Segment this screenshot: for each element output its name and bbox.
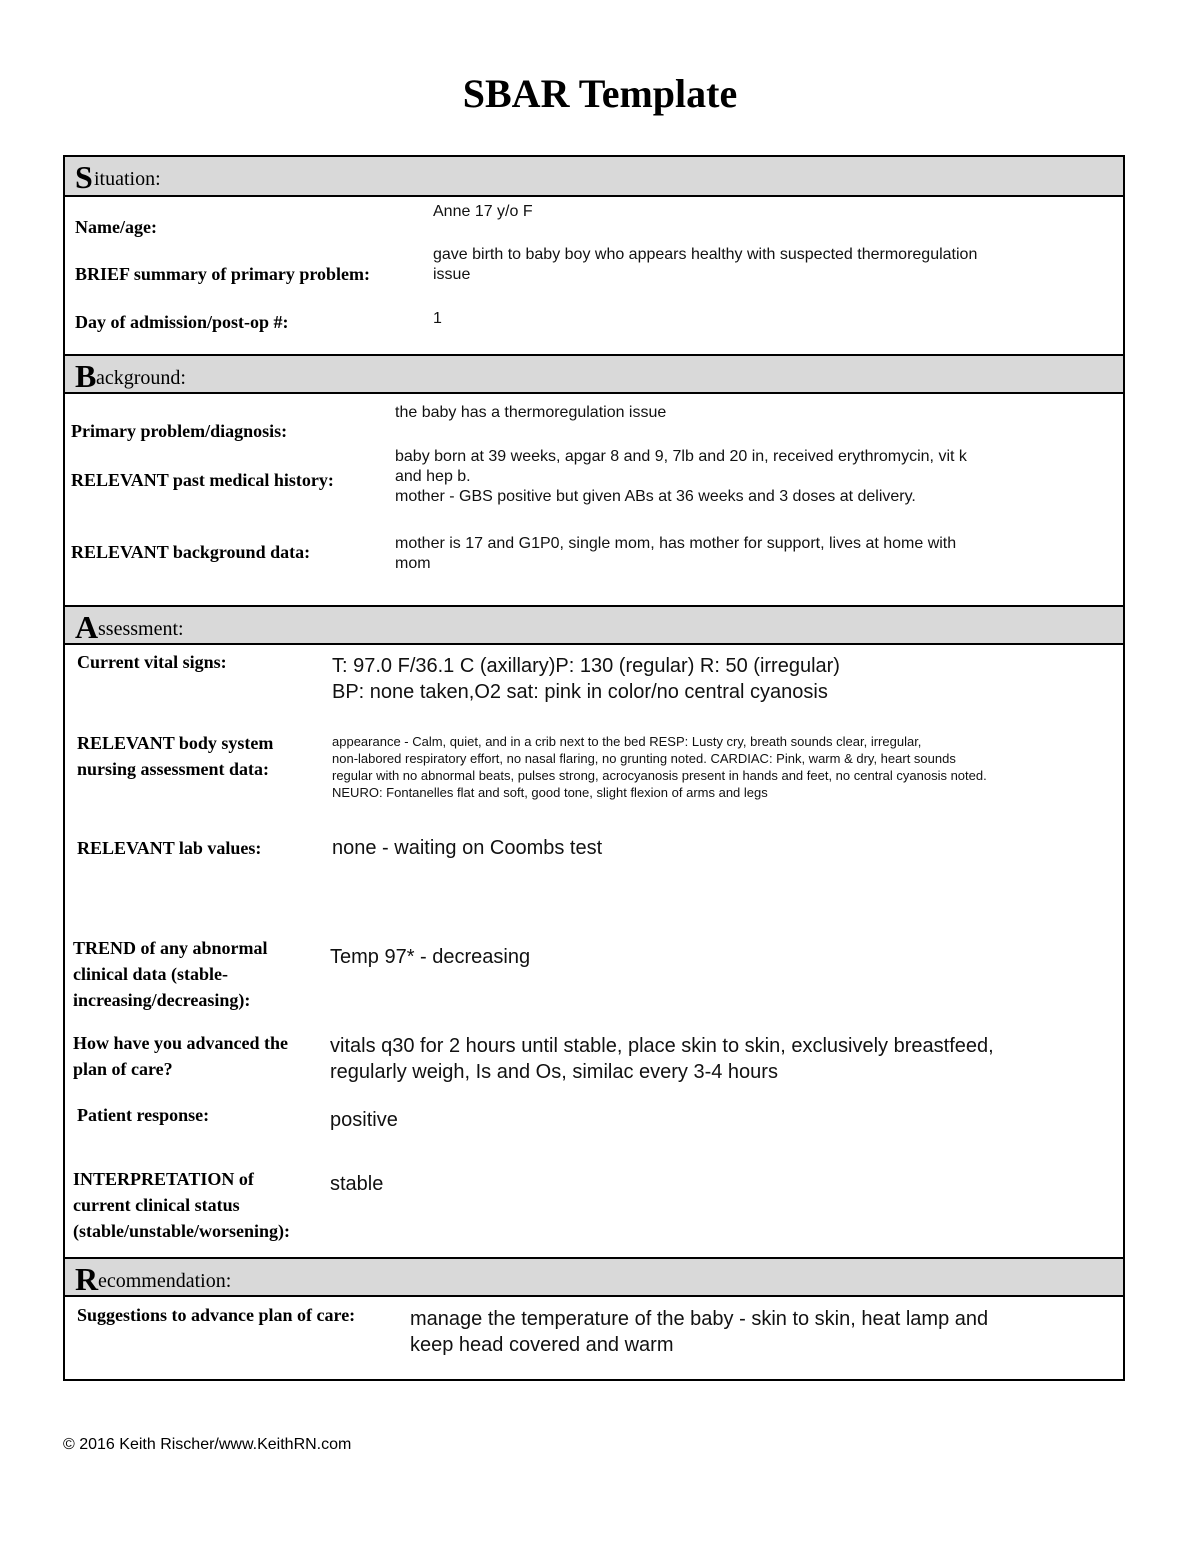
patient-response-label: Patient response: [77,1105,210,1125]
vitals-line: BP: none taken,O2 sat: pink in color/no central cyanosis [332,681,828,703]
background-header-cap: B [75,358,97,394]
trend-value: Temp 97* - decreasing [330,946,531,968]
interpretation-label-line: INTERPRETATION of [73,1169,254,1189]
vitals-line: T: 97.0 F/36.1 C (axillary)P: 130 (regular) R: 50 (irregular) [332,655,840,677]
summary-line: gave birth to baby boy who appears healthy with suspected thermoregulation [433,246,978,263]
page-title: SBAR Template [462,71,738,116]
summary-label: BRIEF summary of primary problem: [75,264,370,284]
suggestions-line: manage the temperature of the baby - skin to skin, heat lamp and [410,1308,989,1330]
body-system-line: appearance - Calm, quiet, and in a crib next to the bed RESP: Lusty cry, breath sounds clear, irregular, [332,734,922,749]
assessment-header [65,605,1123,645]
history-value [395,447,967,507]
plan-label-line: plan of care? [73,1059,173,1079]
vitals-value [332,653,840,705]
trend-label-line: TREND of any abnormal [73,938,268,958]
background-data-value [395,534,956,574]
interpretation-value: stable [330,1173,384,1195]
trend-label [73,935,268,1013]
background-data-line: mom [395,555,431,572]
name-age-label: Name/age: [75,217,157,237]
interpretation-label [73,1166,290,1244]
assessment-header-text: ssessment: [98,618,184,640]
copyright-footer: © 2016 Keith Rischer/www.KeithRN.com [63,1436,352,1453]
history-line: baby born at 39 weeks, apgar 8 and 9, 7lb and 20 in, received erythromycin, vit k [395,448,967,465]
body-system-line: regular with no abnormal beats, pulses strong, acrocyanosis present in hands and feet, no central cyanosis noted. [332,768,987,783]
body-system-value [332,733,987,801]
lab-values-value: none - waiting on Coombs test [332,837,603,859]
sbar-form [63,155,1125,1381]
history-line: mother - GBS positive but given ABs at 36 weeks and 3 doses at delivery. [395,488,916,505]
trend-label-line: clinical data (stable- [73,964,228,984]
name-age-value: Anne 17 y/o F [433,203,533,220]
recommendation-header-text: ecommendation: [98,1270,232,1292]
body-system-label [77,730,273,782]
day-value: 1 [433,310,442,327]
plan-line: vitals q30 for 2 hours until stable, place skin to skin, exclusively breastfeed, [330,1035,994,1057]
background-data-line: mother is 17 and G1P0, single mom, has mother for support, lives at home with [395,535,957,552]
body-system-label-line: RELEVANT body system [77,733,274,753]
summary-value [433,245,977,285]
plan-value [330,1033,994,1085]
situation-header [65,157,1123,197]
summary-line: issue [433,266,471,283]
history-label: RELEVANT past medical history: [71,470,334,490]
trend-label-line: increasing/decreasing): [73,990,251,1010]
recommendation-header-cap: R [75,1261,99,1297]
primary-problem-value: the baby has a thermoregulation issue [395,404,667,421]
lab-values-label: RELEVANT lab values: [77,838,262,858]
body-system-line: non-labored respiratory effort, no nasal flaring, no grunting noted. CARDIAC: Pink, warm & dry, heart sounds [332,751,956,766]
suggestions-label: Suggestions to advance plan of care: [77,1305,356,1325]
situation-header-text: ituation: [94,168,161,190]
body-system-line: NEURO: Fontanelles flat and soft, good tone, slight flexion of arms and legs [332,785,768,800]
vitals-label: Current vital signs: [77,652,227,672]
history-line: and hep b. [395,468,471,485]
plan-line: regularly weigh, Is and Os, similac every 3-4 hours [330,1061,778,1083]
background-header-text: ackground: [96,367,186,389]
plan-label [73,1030,288,1082]
assessment-header-cap: A [75,609,99,645]
suggestions-value [410,1306,988,1358]
interpretation-label-line: current clinical status [73,1195,240,1215]
plan-label-line: How have you advanced the [73,1033,289,1053]
body-system-label-line: nursing assessment data: [77,759,270,779]
patient-response-value: positive [330,1109,398,1131]
background-header [65,354,1123,394]
primary-problem-label: Primary problem/diagnosis: [71,421,288,441]
recommendation-header [65,1257,1123,1297]
background-data-label: RELEVANT background data: [71,542,311,562]
suggestions-line: keep head covered and warm [410,1334,674,1356]
situation-header-cap: S [75,159,93,195]
day-label: Day of admission/post-op #: [75,312,289,332]
interpretation-label-line: (stable/unstable/worsening): [73,1221,291,1241]
